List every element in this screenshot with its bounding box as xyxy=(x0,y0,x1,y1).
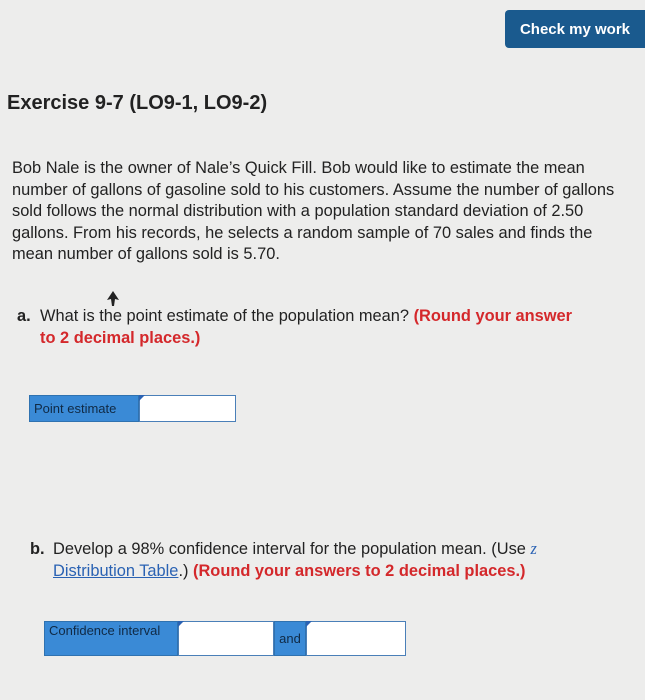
question-b xyxy=(30,538,640,582)
point-estimate-row xyxy=(29,395,236,422)
exercise-title: Exercise 9-7 (LO9-1, LO9-2) xyxy=(7,92,268,114)
check-my-work-button[interactable]: Check my work xyxy=(505,10,645,48)
input-corner-marker-icon xyxy=(178,621,184,627)
confidence-interval-row xyxy=(44,621,406,656)
question-b-text: Develop a 98% confidence interval for the population mean. (Use xyxy=(53,540,526,558)
ci-upper-wrap xyxy=(306,621,406,656)
question-a-round-instruction: (Round your answer xyxy=(413,307,573,325)
ci-lower-input[interactable] xyxy=(178,621,274,656)
input-corner-marker-icon xyxy=(306,621,312,627)
problem-statement: Bob Nale is the owner of Nale’s Quick Fill. Bob would like to estimate the mean number of gallons of gasoline sold to his customers. Assume the number of gallons sold follows the normal distribution with a population standard deviation of 2.50 gallons. From his records, he selects a random sample of 70 sales and finds the mean number of gallons sold is 5.70. xyxy=(12,159,615,263)
question-a-label: a. xyxy=(17,307,31,325)
question-a-round-instruction-cont: to 2 decimal places.) xyxy=(40,328,201,347)
ci-upper-input[interactable] xyxy=(306,621,406,656)
point-estimate-wrap xyxy=(139,395,236,422)
question-b-after-link: .) xyxy=(178,561,189,580)
input-corner-marker-icon xyxy=(139,395,145,401)
distribution-table-link[interactable]: Distribution Table xyxy=(53,561,179,580)
question-a-text: What is the point estimate of the population mean? xyxy=(40,307,410,325)
and-label: and xyxy=(274,621,306,656)
z-variable: z xyxy=(530,539,537,558)
question-b-round-instruction: (Round your answers to 2 decimal places.) xyxy=(193,561,526,580)
confidence-interval-label: Confidence interval xyxy=(44,621,178,656)
question-b-label: b. xyxy=(30,540,45,558)
ci-lower-wrap xyxy=(178,621,274,656)
question-a xyxy=(17,306,641,349)
point-estimate-input[interactable] xyxy=(139,395,236,422)
point-estimate-label: Point estimate xyxy=(29,395,139,422)
